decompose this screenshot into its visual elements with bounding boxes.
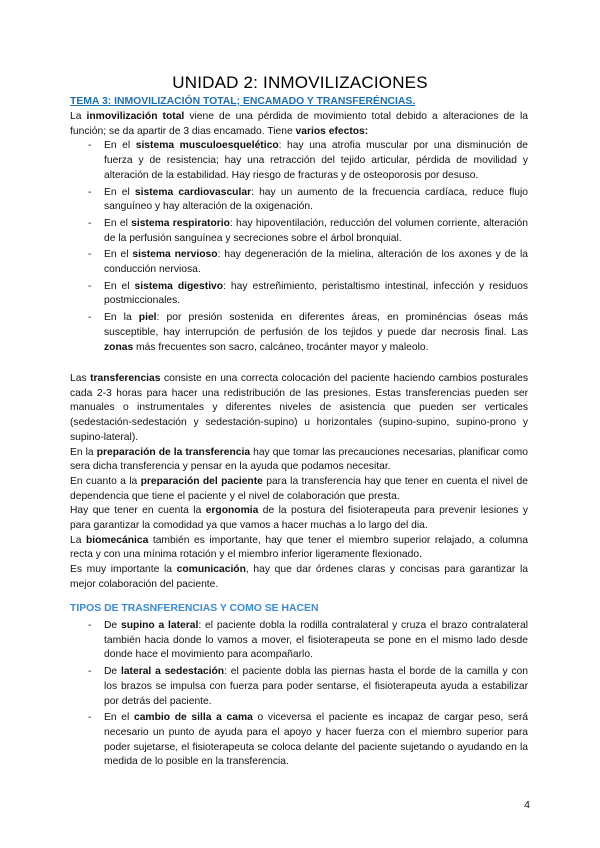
para-text: Las xyxy=(70,373,91,384)
transfer-block xyxy=(70,372,528,593)
item-bold: sistema digestivo xyxy=(134,280,224,292)
para-text: hay que tomar las precauciones necesarias, planificar como sera dicha transferencia y pensar en la ayuda que podamos necesitar. xyxy=(70,446,528,473)
section-heading: TIPOS DE TRASNFERENCIAS Y COMO SE HACEN xyxy=(70,603,319,614)
list-item xyxy=(70,665,528,709)
list-item xyxy=(70,248,528,277)
item-text: En el xyxy=(104,186,135,198)
para-text: , hay que dar órdenes claras y concisas para garantizar la mejor colaboración del paciente. xyxy=(70,564,529,590)
para-text: En cuanto a la xyxy=(70,475,141,487)
dash-bullet: - xyxy=(88,217,92,229)
item-text: : por presión sostenida en diferentes áreas, en prominéncias óseas más susceptible, hay interrupción de perfusión de los tejidos y puede dar necrosis final. Las xyxy=(104,312,528,338)
para-bold: preparación del paciente xyxy=(140,475,263,487)
item-text: En el xyxy=(104,712,134,724)
item-text: : hay una atrofia muscular por una disminución de fuerza y de resistencia; hay una retracción del tejido articular, pérdida de movilidad y alteración de la estabilidad. Hay riesgo de fracturas y de osteoporosis por desuso. xyxy=(104,140,528,181)
item-bold: piel xyxy=(138,312,157,324)
transfer-paragraph xyxy=(70,534,528,563)
item-bold: cambio de silla a cama xyxy=(133,712,253,724)
dash-bullet: - xyxy=(88,620,92,631)
para-text: para la transferencia hay que tener en cuenta el nivel de dependencia que tiene el paciente y el nivel de colaboración que presta. xyxy=(70,475,528,502)
page-title: UNIDAD 2: INMOVILIZACIONES xyxy=(172,73,428,92)
page-number: 4 xyxy=(524,799,530,811)
dash-bullet: - xyxy=(88,249,92,261)
item-text: : hay un aumento de la frecuencia cardíaca, reduce flujo sanguíneo y hay alteración de la oxigenación. xyxy=(104,186,528,213)
dash-bullet: - xyxy=(88,312,92,324)
list-item xyxy=(70,217,528,246)
intro-block xyxy=(70,110,528,357)
para-text: también es importante, hay que tener el miembro superior relajado, a columna recta y con una mínima rotación y el miembro inferior ligeramente flexionado. xyxy=(70,534,528,561)
item-bold: sistema musculoesquelético xyxy=(135,140,279,152)
intro-paragraph xyxy=(70,110,528,139)
item-text: más frecuentes son sacro, calcáneo, trocánter mayor y maleolo. xyxy=(133,341,429,353)
dash-bullet: - xyxy=(88,666,92,678)
item-bold: lateral a sedestación xyxy=(120,666,225,678)
item-text: : hay estreñimiento, peristaltismo intestinal, infección y residuos postmiccionales. xyxy=(104,280,528,307)
transfer-paragraph xyxy=(70,446,528,475)
item-text: : el paciente dobla las piernas hasta el borde de la camilla y con los brazos se impulsa con fuerza para poder sentarse, el fisioterapeuta ayuda a estabilizar por detrás del paciente. xyxy=(104,666,528,707)
item-text: : el paciente dobla la rodilla contralateral y cruza el brazo contralateral también hacia donde lo vamos a mover, el fisioterapeuta se pone en el mismo lado desde donde hace el movimiento para acompañarlo. xyxy=(104,620,528,661)
item-text: En el xyxy=(104,280,135,292)
transfer-paragraph xyxy=(70,563,528,592)
item-text: En el xyxy=(104,217,132,229)
intro-bold-2: varios efectos: xyxy=(295,125,369,137)
para-text: Es muy importante la xyxy=(70,564,177,576)
item-bold: supino a lateral xyxy=(120,620,199,631)
item-bold: zonas xyxy=(104,341,134,353)
intro-text-2: viene de una pérdida de movimiento total debido a alteraciones de la función; se da apartir de 3 dias encamado. Tiene xyxy=(70,111,528,137)
item-bold: sistema respiratorio xyxy=(131,217,230,229)
topic-heading: TEMA 3: INMOVILIZACIÓN TOTAL; ENCAMADO Y TRANSFERÉNCIAS. xyxy=(70,96,416,107)
para-text: consiste en una correcta colocación del paciente haciendo cambios posturales cada 2-3 horas para hacer una redistribución de las presiones. Estas transferencias pueden ser manuales o instrumentales y diferentes niveles de asistencia que pueden ser verticales (sedestación-sedestación y sedestación-supino) u horizontales (supino-supino, supino-prono y supino-lateral). xyxy=(70,373,528,443)
item-text: En el xyxy=(104,249,133,261)
para-text: La xyxy=(70,534,86,546)
transfer-types-list xyxy=(70,619,528,770)
item-bold: sistema nervioso xyxy=(132,249,218,261)
para-bold: comunicación xyxy=(176,564,246,576)
item-text: En el xyxy=(104,140,136,152)
dash-bullet: - xyxy=(88,186,92,198)
item-bold: sistema cardiovascular xyxy=(134,186,252,198)
para-text: Hay que tener en cuenta la xyxy=(70,505,206,517)
item-text: En la xyxy=(104,312,139,324)
list-item xyxy=(70,139,528,183)
list-item xyxy=(70,186,528,215)
transfer-paragraph xyxy=(70,504,528,533)
item-text: De xyxy=(104,620,121,631)
para-text: En la xyxy=(70,446,97,458)
item-text: : hay degeneración de la mielina, alteración de los axones y de la conducción nerviosa. xyxy=(104,249,528,276)
list-item xyxy=(70,711,528,770)
para-bold: transferencias xyxy=(90,373,161,384)
intro-text-1: La xyxy=(70,111,87,122)
list-item xyxy=(70,280,528,309)
list-item xyxy=(70,619,528,663)
para-bold: biomecánica xyxy=(85,534,149,546)
list-item xyxy=(70,311,528,355)
para-bold: ergonomia xyxy=(205,505,259,517)
para-bold: preparación de la transferencia xyxy=(96,446,251,458)
effects-list xyxy=(70,139,528,355)
dash-bullet: - xyxy=(88,712,92,724)
item-text: o viceversa el paciente es incapaz de cargar peso, será necesario un punto de ayuda para el apoyo y hacer fuerza con el miembro superior para poder sujetarse, el fisioterapeuta se coloca delante del paciente sujetando o ayudando en la medida de lo posible en la transferencia. xyxy=(104,712,528,768)
transfer-paragraph xyxy=(70,372,528,446)
dash-bullet: - xyxy=(88,140,92,152)
transfer-types-block xyxy=(70,619,528,772)
intro-bold-1: inmovilización total xyxy=(86,111,185,122)
dash-bullet: - xyxy=(88,280,92,292)
para-text: de la postura del fisioterapeuta para prevenir lesiones y para garantizar la comodidad ya que vamos a hacer muchas a lo largo del dia. xyxy=(70,505,528,532)
item-text: De xyxy=(104,666,121,678)
item-text: : hay hipoventilación, reducción del volumen corriente, alteración de la perfusión sanguínea y secreciones sobre el árbol bronquial. xyxy=(104,217,528,244)
transfer-paragraph xyxy=(70,475,528,504)
